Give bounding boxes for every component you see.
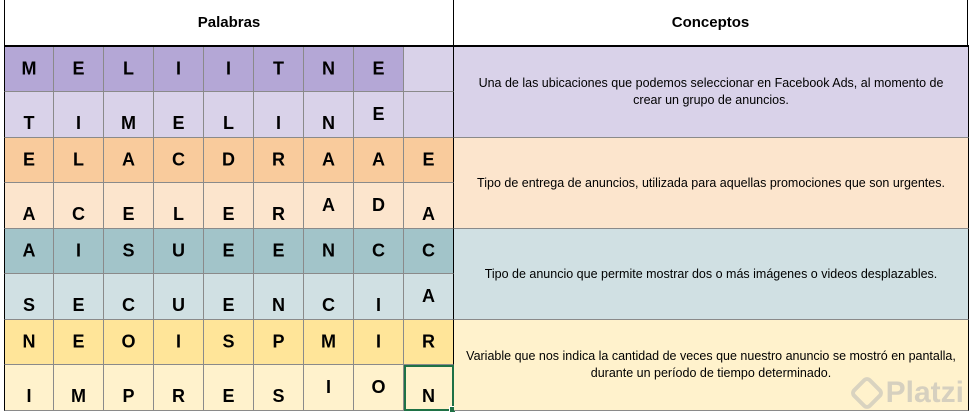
letter-cell[interactable]	[304, 138, 354, 183]
letter-cell[interactable]	[104, 229, 154, 274]
letter-cell[interactable]	[4, 274, 54, 320]
letter: A	[22, 240, 36, 261]
letter: M	[21, 58, 37, 79]
letter: C	[322, 295, 335, 315]
concept-cell[interactable]	[454, 320, 969, 411]
letter: E	[122, 204, 135, 224]
letter: T	[273, 58, 284, 79]
letter: N	[422, 386, 435, 406]
letter: L	[123, 58, 134, 79]
letter: C	[172, 149, 185, 170]
letter: E	[272, 240, 285, 261]
letter-cell[interactable]	[4, 320, 54, 365]
letter: C	[422, 240, 435, 261]
letter-cell[interactable]	[4, 229, 54, 274]
letter: I	[175, 331, 181, 352]
letter: E	[222, 386, 235, 406]
letter-cell[interactable]	[254, 47, 304, 92]
concept-cell[interactable]	[454, 138, 969, 229]
header-palabras[interactable]: Palabras	[4, 0, 454, 45]
letter-cell[interactable]	[4, 138, 54, 183]
letter-cell[interactable]	[54, 274, 104, 320]
letter-cell[interactable]	[204, 229, 254, 274]
letter: R	[422, 331, 435, 352]
letter-cell[interactable]	[404, 183, 454, 229]
letter: M	[321, 331, 336, 352]
letter-cell[interactable]	[404, 320, 454, 365]
letter: E	[372, 58, 385, 79]
letter-cell[interactable]	[354, 92, 404, 138]
letter-cell[interactable]	[404, 47, 454, 92]
letter: C	[372, 240, 385, 261]
letter: I	[75, 240, 81, 261]
letter: D	[372, 195, 385, 215]
letter-cell[interactable]	[54, 320, 104, 365]
letter-cell[interactable]	[254, 183, 304, 229]
letter: R	[172, 386, 185, 406]
letter: I	[75, 113, 81, 133]
letter-cell[interactable]	[304, 183, 354, 229]
letter: C	[122, 295, 135, 315]
letter-cell[interactable]	[204, 138, 254, 183]
letter-cell[interactable]	[54, 92, 104, 138]
header-conceptos[interactable]: Conceptos	[454, 0, 968, 45]
letter-cell[interactable]	[104, 183, 154, 229]
letter: E	[72, 58, 85, 79]
concept-text: Una de las ubicaciones que podemos seleccionar en Facebook Ads, al momento de crear un grupo de anuncios.	[478, 76, 944, 107]
letter-cell[interactable]	[204, 274, 254, 320]
letter-cell[interactable]	[104, 365, 154, 411]
letter-cell[interactable]	[104, 274, 154, 320]
letter-cell[interactable]	[154, 320, 204, 365]
letter: E	[222, 295, 235, 315]
letter-cell[interactable]	[304, 92, 354, 138]
letter: L	[173, 204, 184, 224]
letter: I	[175, 58, 181, 79]
letter-cell[interactable]	[354, 365, 404, 411]
letter: O	[121, 331, 136, 352]
letter: A	[122, 149, 135, 170]
letter-cell[interactable]	[354, 47, 404, 92]
letter-cell[interactable]	[354, 229, 404, 274]
letter: P	[122, 386, 135, 406]
letter-cell[interactable]	[304, 320, 354, 365]
letter: I	[275, 113, 281, 133]
letter-cell[interactable]	[204, 183, 254, 229]
letter: N	[322, 58, 335, 79]
letter-cell[interactable]	[4, 92, 54, 138]
concept-cell[interactable]	[454, 47, 969, 138]
letter-cell[interactable]	[404, 365, 454, 411]
letter: N	[22, 331, 36, 352]
letter: S	[22, 295, 35, 315]
letter-cell[interactable]	[204, 320, 254, 365]
letter-cell[interactable]	[304, 229, 354, 274]
letter: L	[73, 149, 84, 170]
letter-cell[interactable]	[4, 183, 54, 229]
letter-cell[interactable]	[154, 138, 204, 183]
letter: N	[272, 295, 285, 315]
letter-cell[interactable]	[154, 274, 204, 320]
letter-cell[interactable]	[254, 365, 304, 411]
letter-cell[interactable]	[304, 274, 354, 320]
letter: I	[325, 377, 331, 397]
letter-cell[interactable]	[404, 138, 454, 183]
letter: M	[121, 113, 136, 133]
letter-cell[interactable]	[304, 47, 354, 92]
letter-cell[interactable]	[54, 47, 104, 92]
letter: U	[172, 240, 185, 261]
letter: R	[272, 204, 285, 224]
letter: I	[375, 331, 381, 352]
letter: D	[222, 149, 235, 170]
letter: C	[72, 204, 85, 224]
letter: M	[71, 386, 86, 406]
letter-cell[interactable]	[404, 229, 454, 274]
letter-cell[interactable]	[204, 92, 254, 138]
letter-cell[interactable]	[254, 229, 304, 274]
letter: E	[72, 331, 85, 352]
letter-cell[interactable]	[54, 365, 104, 411]
letter-cell[interactable]	[54, 183, 104, 229]
letter-cell[interactable]	[254, 138, 304, 183]
letter: I	[375, 295, 381, 315]
letter: E	[222, 240, 235, 261]
letter-cell[interactable]	[154, 47, 204, 92]
letter: E	[72, 295, 85, 315]
letter: T	[23, 113, 35, 133]
letter-cell[interactable]	[254, 274, 304, 320]
letter: E	[372, 104, 385, 124]
letter: S	[222, 331, 235, 352]
concept-text: Tipo de entrega de anuncios, utilizada para aquellas promociones que son urgentes.	[477, 175, 945, 190]
letter: N	[322, 113, 335, 133]
letter: P	[272, 331, 285, 352]
letter: U	[172, 295, 185, 315]
letter-cell[interactable]	[154, 229, 204, 274]
letter-cell[interactable]	[354, 183, 404, 229]
letter: N	[322, 240, 335, 261]
letter: O	[371, 377, 386, 397]
letter-cell[interactable]	[54, 138, 104, 183]
word-grid	[4, 47, 454, 411]
concept-text: Variable que nos indica la cantidad de veces que nuestro anuncio se mostró en pantalla, durante un período de tiempo determinado.	[466, 349, 956, 380]
concept-text: Tipo de anuncio que permite mostrar dos o más imágenes o videos desplazables.	[484, 266, 938, 281]
letter: A	[422, 204, 435, 224]
letter: I	[225, 58, 231, 79]
letter-cell[interactable]	[154, 365, 204, 411]
letter-cell[interactable]	[304, 365, 354, 411]
letter-cell[interactable]	[104, 138, 154, 183]
letter-cell[interactable]	[104, 47, 154, 92]
letter-cell[interactable]	[154, 183, 204, 229]
letter: A	[372, 149, 385, 170]
letter-cell[interactable]	[354, 320, 404, 365]
letter: E	[22, 149, 35, 170]
letter: E	[222, 204, 235, 224]
letter: A	[322, 149, 335, 170]
letter-cell[interactable]	[404, 274, 454, 320]
letter: A	[322, 195, 335, 215]
letter-cell[interactable]	[4, 365, 54, 411]
letter: R	[272, 149, 285, 170]
letter-cell[interactable]	[104, 92, 154, 138]
watermark-text: Platzi	[885, 376, 964, 409]
letter-cell[interactable]	[54, 229, 104, 274]
letter: A	[22, 204, 36, 224]
letter-cell[interactable]	[254, 320, 304, 365]
letter: E	[172, 113, 185, 133]
letter: L	[223, 113, 234, 133]
letter-cell[interactable]	[4, 47, 54, 92]
letter-cell[interactable]	[204, 365, 254, 411]
letter: E	[422, 149, 435, 170]
letter-cell[interactable]	[104, 320, 154, 365]
letter-cell[interactable]	[354, 274, 404, 320]
letter: S	[122, 240, 135, 261]
letter: A	[422, 286, 435, 306]
letter-cell[interactable]	[404, 92, 454, 138]
letter-cell[interactable]	[204, 47, 254, 92]
letter-cell[interactable]	[354, 138, 404, 183]
letter-cell[interactable]	[154, 92, 204, 138]
letter: I	[26, 386, 32, 406]
concept-cell[interactable]	[454, 229, 969, 320]
concepts-column	[454, 47, 969, 411]
letter-cell[interactable]	[254, 92, 304, 138]
letter: S	[272, 386, 285, 406]
